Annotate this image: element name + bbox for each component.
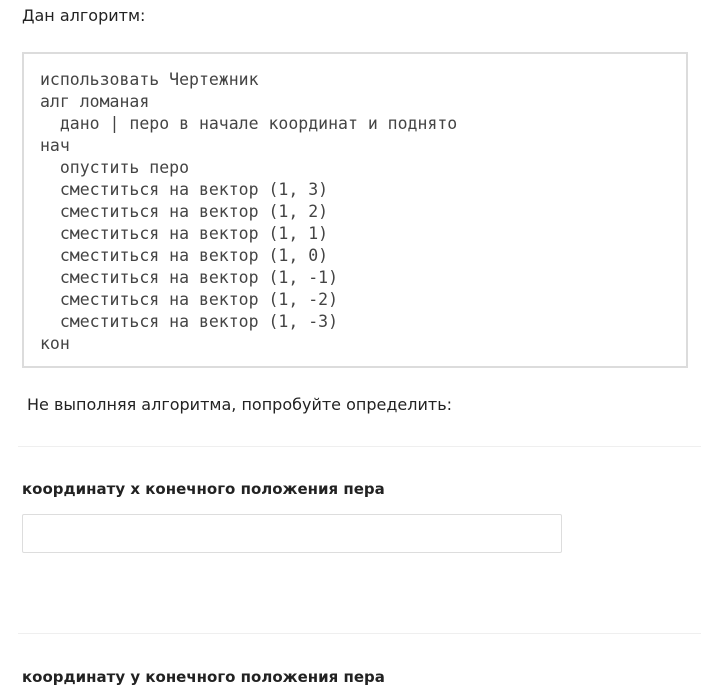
code-line: сместиться на вектор (1, -2): [40, 290, 339, 309]
code-line: алг ломаная: [40, 92, 150, 111]
code-line: нач: [40, 136, 70, 155]
code-line: дано | перо в начале координат и поднято: [40, 114, 458, 133]
code-line: сместиться на вектор (1, 3): [40, 180, 329, 199]
divider: [18, 633, 701, 634]
code-line: сместиться на вектор (1, -1): [40, 268, 339, 287]
question-x-label: координату x конечного положения пера: [22, 480, 385, 498]
question-y-label: координату y конечного положения пера: [22, 668, 385, 686]
algorithm-code: [40, 69, 457, 355]
code-line: сместиться на вектор (1, -3): [40, 312, 339, 331]
code-line: кон: [40, 334, 70, 353]
answer-x-input[interactable]: [22, 514, 562, 553]
code-line: использовать Чертежник: [40, 70, 259, 89]
code-line: опустить перо: [40, 158, 190, 177]
code-block: [22, 52, 688, 368]
prompt-text: Не выполняя алгоритма, попробуйте определить:: [27, 395, 453, 414]
code-line: сместиться на вектор (1, 1): [40, 224, 329, 243]
code-line: сместиться на вектор (1, 2): [40, 202, 329, 221]
code-line: сместиться на вектор (1, 0): [40, 246, 329, 265]
divider: [18, 446, 701, 447]
intro-text: Дан алгоритм:: [22, 6, 146, 25]
